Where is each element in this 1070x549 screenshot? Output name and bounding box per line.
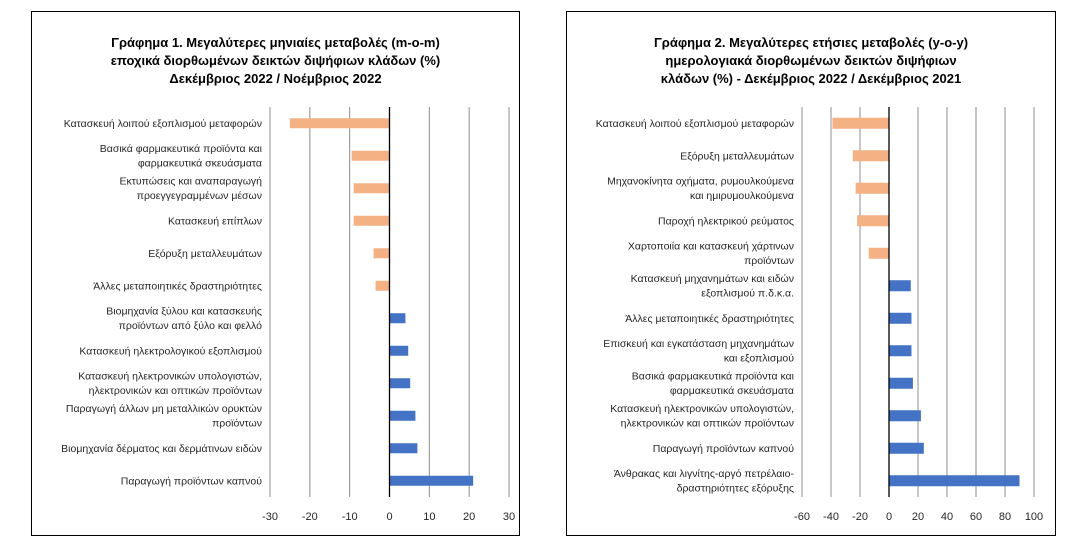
x-tick-label: -60	[794, 511, 810, 523]
bar	[390, 378, 411, 388]
bar	[390, 476, 474, 486]
category-label	[610, 403, 794, 430]
category-label-line: Παροχή ηλεκτρικού ρεύματος	[658, 215, 794, 228]
category-label	[603, 338, 794, 365]
category-label-line: Άλλες μεταποιητικές δραστηριότητες	[625, 312, 794, 325]
bar	[374, 248, 390, 258]
category-label-line: Μηχανοκίνητα οχήματα, ρυμουλκούμενα	[607, 175, 794, 188]
category-label-line: Εξόρυξη μεταλλευμάτων	[680, 150, 794, 163]
category-label	[61, 443, 262, 455]
bar	[889, 475, 1020, 486]
x-tick-label: 10	[423, 511, 436, 523]
category-label-line: ηλεκτρονικών και οπτικών προϊόντων	[620, 417, 794, 430]
category-label	[148, 248, 262, 260]
category-label	[66, 403, 262, 430]
category-label	[607, 176, 794, 203]
bar	[354, 183, 390, 193]
category-label-line: Παραγωγή προϊόντων καπνού	[652, 442, 794, 455]
category-label-line: και ημιρυμουλκούμενα	[689, 190, 794, 203]
category-label	[632, 371, 795, 398]
category-label-line: δραστηριότητες εξόρυξης	[676, 482, 794, 495]
chart-title-line: ημερολογιακά διορθωμένων δεικτών διψήφιων	[665, 53, 957, 68]
category-label-line: Κατασκευή λοιπού εξοπλισμού μεταφορών	[595, 117, 794, 130]
chart-title-line: Γράφημα 2. Μεγαλύτερες ετήσιες μεταβολές (y-o-y)	[653, 35, 969, 50]
category-label-line: Επισκευή και εγκατάσταση μηχανημάτων	[603, 338, 794, 351]
bar	[889, 345, 911, 356]
category-label-line: Παραγωγή άλλων μη μεταλλικών ορυκτών	[65, 403, 262, 416]
bar	[889, 410, 921, 421]
x-tick-label: -10	[341, 511, 358, 523]
category-label-line: Βιομηχανία ξύλου και κατασκευής	[106, 305, 262, 318]
bar	[869, 248, 889, 259]
category-label-line: Βασικά φαρμακευτικά προϊόντα και	[99, 143, 262, 156]
category-label-line: Κατασκευή ηλεκτρονικών υπολογιστών,	[610, 403, 794, 416]
x-tick-label: -30	[262, 511, 278, 523]
category-label-line: εξοπλισμού π.δ.κ.α.	[701, 287, 794, 300]
category-label	[631, 273, 794, 300]
x-tick-label: 60	[969, 511, 983, 523]
category-label-line: Άνθρακας και λιγνίτης-αργό πετρέλαιο-	[613, 468, 794, 481]
category-label-line: και εξοπλισμού	[723, 352, 794, 365]
category-label-line: προϊόντων από ξύλο και φελλό	[118, 320, 262, 333]
category-label-line: Βασικά φαρμακευτικά προϊόντα και	[631, 370, 794, 383]
category-label-line: Βιομηχανία δέρματος και δερμάτινων ειδών	[61, 442, 262, 455]
chart-panel-1	[31, 11, 520, 536]
category-label	[168, 215, 262, 227]
category-label	[64, 118, 262, 130]
x-tick-label: 100	[1024, 511, 1044, 523]
category-label-line: προεγγεγραμμένων μέσων	[136, 190, 262, 203]
category-label	[614, 468, 795, 495]
x-tick-label: 30	[502, 511, 516, 523]
category-label	[93, 280, 262, 292]
chart-title-line: εποχικά διορθωμένων δεικτών διψήφιων κλάδων (%)	[110, 53, 441, 68]
category-label	[596, 118, 794, 130]
category-label-line: Παραγωγή προϊόντων καπνού	[120, 475, 262, 488]
category-label	[121, 475, 263, 487]
bar	[290, 118, 390, 128]
category-label	[106, 306, 262, 333]
category-label-line: φαρμακευτικά σκευάσματα	[137, 157, 262, 170]
chart-title-line: Γράφημα 1. Μεγαλύτερες μηνιαίες μεταβολές (m-o-m)	[111, 35, 440, 50]
category-label-line: Εκτυπώσεις και αναπαραγωγή	[119, 175, 262, 188]
category-label	[625, 313, 794, 325]
category-label-line: Άλλες μεταποιητικές δραστηριότητες	[93, 280, 262, 293]
bar	[889, 378, 913, 389]
category-label-line: ηλεκτρονικών και οπτικών προϊόντων	[88, 385, 262, 398]
category-label-line: προϊόντων	[744, 255, 794, 268]
bar	[832, 118, 889, 129]
category-label-line: φαρμακευτικά σκευάσματα	[669, 385, 794, 398]
category-label-line: Κατασκευή ηλεκτρονικών υπολογιστών,	[78, 370, 262, 383]
bar	[889, 280, 911, 291]
bar	[853, 150, 889, 161]
chart-title-line: Δεκέμβριος 2022 / Νοέμβριος 2022	[169, 71, 382, 86]
category-label	[79, 345, 262, 357]
category-label	[628, 241, 794, 267]
bar-chart-1	[32, 12, 519, 535]
x-tick-label: 80	[998, 511, 1012, 523]
category-label	[120, 176, 263, 203]
bar	[390, 411, 416, 421]
x-tick-label: 0	[386, 511, 393, 523]
x-tick-label: -20	[852, 511, 868, 523]
category-label-line: Κατασκευή λοιπού εξοπλισμού μεταφορών	[63, 117, 262, 130]
x-tick-label: 20	[911, 511, 925, 523]
chart-title-line: κλάδων (%) - Δεκέμβριος 2022 / Δεκέμβριος 2021	[660, 71, 962, 86]
bar	[390, 313, 406, 323]
category-label	[680, 150, 794, 162]
bar	[856, 183, 889, 194]
category-label-line: προϊόντων	[212, 417, 262, 430]
bar	[857, 215, 889, 226]
x-tick-label: 20	[463, 511, 476, 523]
bar	[352, 151, 390, 161]
x-tick-label: 40	[940, 511, 954, 523]
category-label-line: Χαρτοποιία και κατασκευή χάρτινων	[627, 240, 794, 253]
x-tick-label: -20	[301, 511, 318, 523]
category-label-line: Κατασκευή μηχανημάτων και ειδών	[630, 273, 794, 286]
category-label	[100, 143, 263, 170]
category-label-line: Εξόρυξη μεταλλευμάτων	[148, 247, 262, 260]
bar	[889, 443, 924, 454]
bar	[390, 443, 418, 453]
category-label-line: Κατασκευή ηλεκτρολογικού εξοπλισμού	[79, 345, 262, 358]
bar-chart-2	[567, 12, 1055, 535]
category-label-line: Κατασκευή επίπλων	[168, 215, 262, 228]
chart-panel-2	[566, 11, 1056, 536]
category-label	[653, 443, 795, 455]
x-tick-label: 0	[885, 511, 893, 523]
bar	[376, 281, 390, 291]
x-tick-label: -40	[823, 511, 839, 523]
bar	[354, 216, 390, 226]
bar	[390, 346, 409, 356]
category-label	[658, 215, 794, 227]
category-label	[78, 371, 262, 398]
bar	[889, 313, 911, 324]
